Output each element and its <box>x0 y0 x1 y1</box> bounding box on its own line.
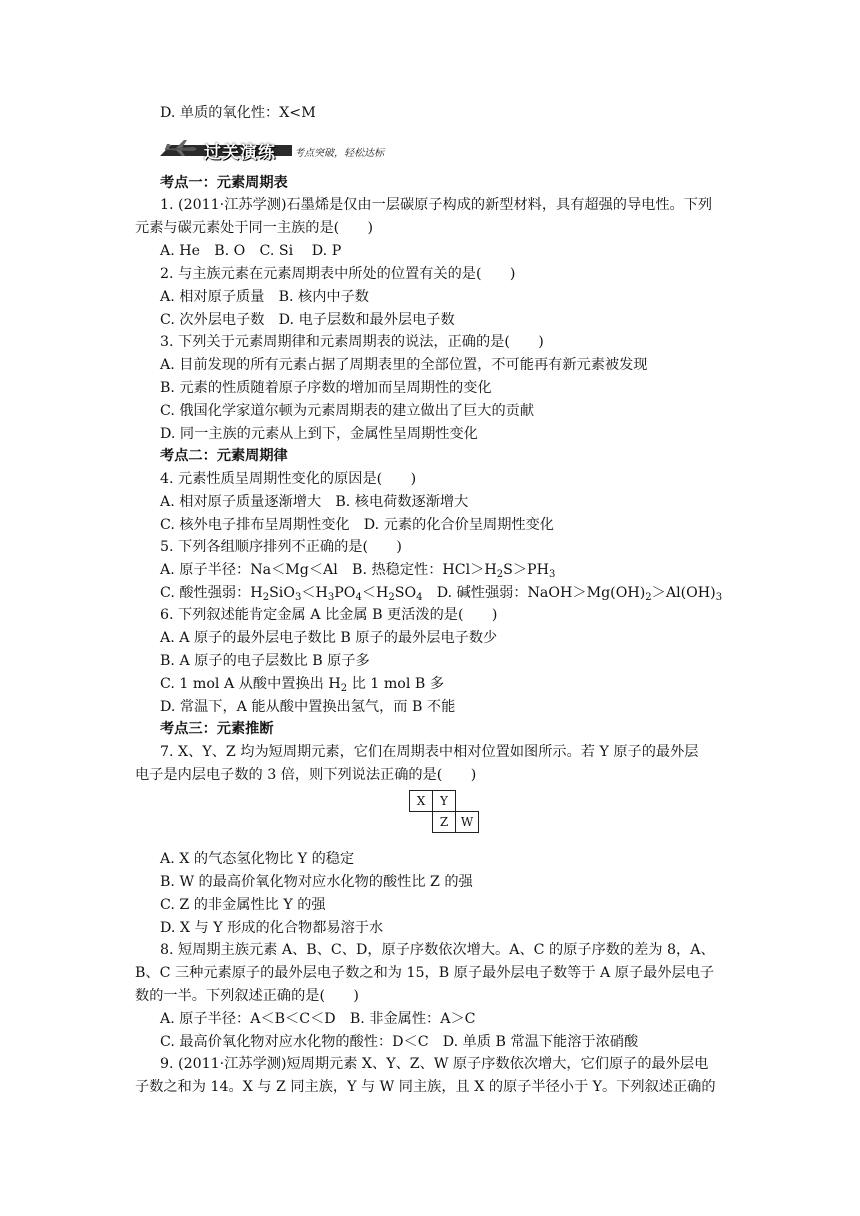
q7-stem-line1: 7. X、Y、Z 均为短周期元素，它们在周期表中相对位置如图所示。若 Y 原子的最外层 <box>160 744 699 760</box>
section-heading-1: 考点一：元素周期表 <box>160 175 288 191</box>
q6-stem: 6. 下列叙述能肯定金属 A 比金属 B 更活泼的是( ) <box>160 607 498 623</box>
q8-stem-line1: 8. 短周期主族元素 A、B、C、D，原子序数依次增大。A、C 的原子序数的差为 8，A、 <box>160 942 715 958</box>
q2-options-ab: A. 相对原子质量 B. 核内中子数 <box>160 289 369 305</box>
section-banner <box>160 136 400 162</box>
q9-stem-line2: 子数之和为 14。X 与 Z 同主族，Y 与 W 同主族，且 X 的原子半径小于 Y。下列叙述正确的 <box>135 1079 716 1095</box>
q3-stem: 3. 下列关于元素周期律和元素周期表的说法，正确的是( ) <box>160 334 544 350</box>
q7-stem-line2: 电子是内层电子数的 3 倍，则下列说法正确的是( ) <box>135 767 477 783</box>
q1-stem-line1: 1. (2011·江苏学测)石墨烯是仅由一层碳原子构成的新型材料，具有超强的导电性。下列 <box>160 197 713 213</box>
q3-option-b: B. 元素的性质随着原子序数的增加而呈周期性的变化 <box>160 380 492 396</box>
q6-option-a: A. A 原子的最外层电子数比 B 原子的最外层电子数少 <box>160 630 498 646</box>
section-heading-2: 考点二：元素周期律 <box>160 448 288 464</box>
cell-y: Y <box>433 791 456 812</box>
airplane-icon <box>164 139 198 157</box>
q4-options-ab: A. 相对原子质量逐渐增大 B. 核电荷数逐渐增大 <box>160 494 469 510</box>
prev-question-option-d: D. 单质的氧化性：X<M <box>160 105 316 121</box>
cell-x: X <box>410 791 433 812</box>
q9-stem-line1: 9. (2011·江苏学测)短周期元素 X、Y、Z、W 原子序数依次增大，它们原子的最外层电 <box>160 1056 709 1072</box>
q7-option-c: C. Z 的非金属性比 Y 的强 <box>160 897 326 913</box>
cell-z: Z <box>433 812 456 833</box>
q3-option-d: D. 同一主族的元素从上到下，金属性呈周期性变化 <box>160 426 478 442</box>
q4-stem: 4. 元素性质呈周期性变化的原因是( ) <box>160 471 417 487</box>
q3-option-c: C. 俄国化学家道尔顿为元素周期表的建立做出了巨大的贡献 <box>160 403 535 419</box>
q1-stem-line2: 元素与碳元素处于同一主族的是( ) <box>135 220 374 236</box>
banner-subtitle: 考点突破，轻松达标 <box>292 144 386 159</box>
q2-stem: 2. 与主族元素在元素周期表中所处的位置有关的是( ) <box>160 266 516 282</box>
q8-stem-line3: 数的一半。下列叙述正确的是( ) <box>135 988 359 1004</box>
q5-stem: 5. 下列各组顺序排列不正确的是( ) <box>160 539 402 555</box>
q1-options: A. He B. O C. Si D. P <box>160 243 342 259</box>
q8-stem-line2: B、C 三种元素原子的最外层电子数之和为 15，B 原子最外层电子数等于 A 原子最外层电子 <box>135 965 715 981</box>
cell-w: W <box>456 812 479 833</box>
q5-options-cd: C. 酸性强弱：$H_2SiO_3<H_3PO_4<H_2SO_4$ D. 碱性强弱：$NaOH>Mg(OH)_2>Al(OH)_3$ <box>160 585 723 603</box>
q3-option-a: A. 目前发现的所有元素占据了周期表里的全部位置，不可能再有新元素被发现 <box>160 357 648 373</box>
q7-option-a: A. X 的气态氢化物比 Y 的稳定 <box>160 851 355 867</box>
q5-options-ab: A. 原子半径：Na＜Mg＜Al B. 热稳定性：$HCl>H_2S>PH_3$ <box>160 562 556 580</box>
cell-empty <box>456 791 479 812</box>
section-heading-3: 考点三：元素推断 <box>160 721 274 737</box>
q6-option-d: D. 常温下，A 能从酸中置换出氢气，而 B 不能 <box>160 699 456 715</box>
q8-options-ab: A. 原子半径：A＜B＜C＜D B. 非金属性：A＞C <box>160 1011 476 1027</box>
q6-option-c: C. 1 mol A 从酸中置换出 $H_2$ 比 1 mol B 多 <box>160 676 445 694</box>
periodic-position-table <box>409 790 479 833</box>
q2-options-cd: C. 次外层电子数 D. 电子层数和最外层电子数 <box>160 312 455 328</box>
cell-empty <box>410 812 433 833</box>
q4-options-cd: C. 核外电子排布呈周期性变化 D. 元素的化合价呈周期性变化 <box>160 517 554 533</box>
banner-title: 过关演练 <box>204 143 276 163</box>
q8-options-cd: C. 最高价氧化物对应水化物的酸性：D＜C D. 单质 B 常温下能溶于浓硝酸 <box>160 1034 639 1050</box>
q6-option-b: B. A 原子的电子层数比 B 原子多 <box>160 653 370 669</box>
q7-option-d: D. X 与 Y 形成的化合物都易溶于水 <box>160 920 384 936</box>
q7-option-b: B. W 的最高价氧化物对应水化物的酸性比 Z 的强 <box>160 874 473 890</box>
